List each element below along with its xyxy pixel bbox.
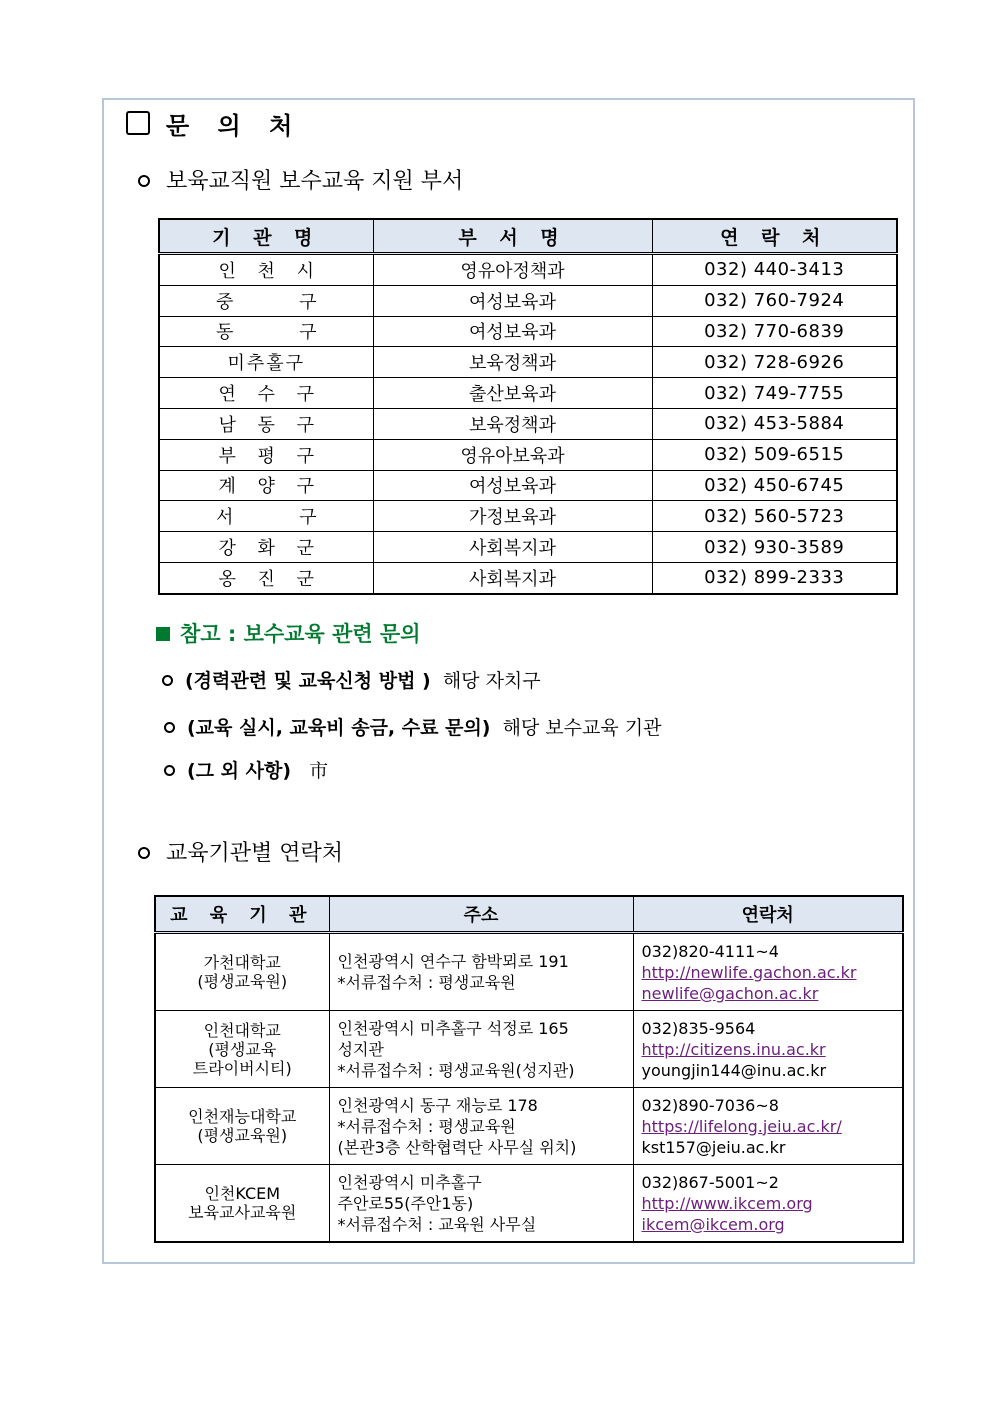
department-table-header bbox=[159, 219, 897, 254]
department-row bbox=[159, 439, 897, 470]
phone-number: 032) 560-5723 bbox=[652, 501, 897, 532]
address-line: *서류접수처 : 평생교육원(성지관) bbox=[337, 1060, 575, 1080]
phone-number: 032) 453-5884 bbox=[652, 408, 897, 439]
phone-number: 032) 930-3589 bbox=[652, 532, 897, 563]
contact-link[interactable]: https://lifelong.jeiu.ac.kr/ bbox=[641, 1116, 842, 1136]
section1-title: 보육교직원 보수교육 지원 부서 bbox=[166, 169, 464, 194]
contact-email: youngjin144@inu.ac.kr bbox=[641, 1060, 827, 1080]
institution-name bbox=[155, 1088, 329, 1165]
reference-item-topic: (그 외 사항) bbox=[187, 760, 292, 782]
institution-name bbox=[155, 1011, 329, 1088]
reference-item-contact: 해당 자치구 bbox=[442, 670, 541, 692]
hollow-circle-icon bbox=[138, 847, 150, 859]
institution-name-line: (평생교육원) bbox=[197, 972, 288, 991]
institution-name bbox=[155, 1165, 329, 1243]
org-name: 중 구 bbox=[159, 285, 373, 316]
dept-name: 사회복지과 bbox=[373, 532, 652, 563]
reference-item-contact: 市 bbox=[309, 760, 329, 782]
contact-phone: 032)835-9564 bbox=[641, 1018, 756, 1038]
address-line: (본관3층 산학협력단 사무실 위치) bbox=[337, 1137, 577, 1157]
reference-title-row bbox=[156, 618, 421, 648]
department-row bbox=[159, 316, 897, 347]
org-name: 옹 진 군 bbox=[159, 562, 373, 593]
reference-item-topic: (경력관련 및 교육신청 방법 ) bbox=[185, 670, 431, 692]
header-dept: 부 서 명 bbox=[373, 219, 652, 254]
reference-item bbox=[164, 756, 328, 783]
phone-number: 032) 899-2333 bbox=[652, 562, 897, 593]
contact-email: kst157@jeiu.ac.kr bbox=[641, 1137, 786, 1157]
department-row bbox=[159, 501, 897, 532]
department-row bbox=[159, 470, 897, 501]
institution-name-line: 트라이버시티) bbox=[192, 1058, 292, 1078]
address-line: *서류접수처 : 평생교육원 bbox=[337, 1116, 516, 1136]
org-name: 인 천 시 bbox=[159, 254, 373, 286]
hollow-circle-icon bbox=[162, 675, 173, 686]
institution-row bbox=[155, 933, 903, 1011]
reference-item bbox=[164, 713, 662, 740]
institution-name-line: 인천대학교 bbox=[203, 1020, 281, 1040]
org-name: 부 평 구 bbox=[159, 439, 373, 470]
section2-title-row bbox=[138, 836, 343, 867]
reference-item-topic: (교육 실시, 교육비 송금, 수료 문의) bbox=[187, 717, 491, 739]
department-row bbox=[159, 378, 897, 409]
phone-number: 032) 450-6745 bbox=[652, 470, 897, 501]
phone-number: 032) 440-3413 bbox=[652, 254, 897, 286]
department-row bbox=[159, 532, 897, 563]
dept-name: 보육정책과 bbox=[373, 347, 652, 378]
institution-address bbox=[329, 1088, 633, 1165]
department-row bbox=[159, 347, 897, 378]
institution-name-line: 보육교사교육원 bbox=[188, 1203, 297, 1222]
institution-row bbox=[155, 1165, 903, 1243]
reference-title: 참고 : 보수교육 관련 문의 bbox=[180, 622, 421, 646]
contact-link[interactable]: http://www.ikcem.org bbox=[641, 1193, 813, 1213]
section1-title-row bbox=[138, 164, 463, 195]
header-contact: 연락처 bbox=[633, 896, 903, 933]
address-line: 인천광역시 동구 재능로 178 bbox=[337, 1095, 538, 1115]
contact-link[interactable]: http://newlife.gachon.ac.kr bbox=[641, 962, 857, 982]
reference-item-contact: 해당 보수교육 기관 bbox=[502, 717, 662, 739]
department-table bbox=[158, 218, 898, 595]
address-line: 인천광역시 연수구 함박뫼로 191 bbox=[337, 952, 569, 971]
hollow-circle-icon bbox=[138, 175, 150, 187]
institution-name-line: (평생교육 bbox=[208, 1039, 277, 1059]
institution-contact bbox=[633, 1165, 903, 1243]
contact-link[interactable]: http://citizens.inu.ac.kr bbox=[641, 1039, 826, 1059]
hollow-circle-icon bbox=[164, 765, 175, 776]
phone-number: 032) 509-6515 bbox=[652, 439, 897, 470]
institution-contact bbox=[633, 1088, 903, 1165]
department-row bbox=[159, 254, 897, 286]
org-name: 서 구 bbox=[159, 501, 373, 532]
institution-contact bbox=[633, 933, 903, 1011]
header-institution: 교 육 기 관 bbox=[155, 896, 329, 933]
org-name: 미추홀구 bbox=[159, 347, 373, 378]
institution-row bbox=[155, 1011, 903, 1088]
phone-number: 032) 728-6926 bbox=[652, 347, 897, 378]
org-name: 동 구 bbox=[159, 316, 373, 347]
dept-name: 여성보육과 bbox=[373, 316, 652, 347]
address-line: *서류접수처 : 평생교육원 bbox=[337, 973, 516, 992]
org-name: 연 수 구 bbox=[159, 378, 373, 409]
address-line: *서류접수처 : 교육원 사무실 bbox=[337, 1214, 537, 1234]
header-org: 기 관 명 bbox=[159, 219, 373, 254]
department-row bbox=[159, 408, 897, 439]
hollow-circle-icon bbox=[164, 722, 175, 733]
checkbox-icon bbox=[126, 111, 150, 135]
contact-phone: 032)820-4111~4 bbox=[641, 941, 779, 961]
header-address: 주소 bbox=[329, 896, 633, 933]
dept-name: 여성보육과 bbox=[373, 470, 652, 501]
institution-name-line: 인천재능대학교 bbox=[188, 1107, 297, 1126]
org-name: 강 화 군 bbox=[159, 532, 373, 563]
institution-name bbox=[155, 933, 329, 1011]
dept-name: 보육정책과 bbox=[373, 408, 652, 439]
green-square-icon bbox=[156, 627, 170, 641]
address-line: 성지관 bbox=[337, 1039, 384, 1059]
department-row bbox=[159, 285, 897, 316]
address-line: 인천광역시 미추홀구 bbox=[337, 1172, 482, 1192]
institution-table-header bbox=[155, 896, 903, 933]
contact-phone: 032)867-5001~2 bbox=[641, 1172, 779, 1192]
institution-address bbox=[329, 933, 633, 1011]
dept-name: 가정보육과 bbox=[373, 501, 652, 532]
institution-contact bbox=[633, 1011, 903, 1088]
dept-name: 사회복지과 bbox=[373, 562, 652, 593]
header-phone: 연 락 처 bbox=[652, 219, 897, 254]
institution-name-line: 가천대학교 bbox=[203, 953, 281, 972]
institution-name-line: (평생교육원) bbox=[197, 1126, 288, 1145]
address-line: 인천광역시 미추홀구 석정로 165 bbox=[337, 1018, 569, 1038]
org-name: 계 양 구 bbox=[159, 470, 373, 501]
institution-row bbox=[155, 1088, 903, 1165]
dept-name: 영유아보육과 bbox=[373, 439, 652, 470]
department-row bbox=[159, 562, 897, 593]
institution-name-line: 인천KCEM bbox=[204, 1184, 281, 1203]
phone-number: 032) 770-6839 bbox=[652, 316, 897, 347]
institution-address bbox=[329, 1011, 633, 1088]
dept-name: 출산보육과 bbox=[373, 378, 652, 409]
contact-link[interactable]: newlife@gachon.ac.kr bbox=[641, 983, 819, 1003]
address-line: 주안로55(주안1동) bbox=[337, 1193, 474, 1213]
phone-number: 032) 749-7755 bbox=[652, 378, 897, 409]
page-heading: 문 의 처 bbox=[166, 112, 303, 140]
dept-name: 여성보육과 bbox=[373, 285, 652, 316]
dept-name: 영유아정책과 bbox=[373, 254, 652, 286]
institution-address bbox=[329, 1165, 633, 1243]
org-name: 남 동 구 bbox=[159, 408, 373, 439]
institution-table bbox=[154, 895, 904, 1243]
contact-link[interactable]: ikcem@ikcem.org bbox=[641, 1214, 785, 1234]
section2-title: 교육기관별 연락처 bbox=[166, 841, 344, 866]
contact-phone: 032)890-7036~8 bbox=[641, 1095, 779, 1115]
phone-number: 032) 760-7924 bbox=[652, 285, 897, 316]
reference-item bbox=[162, 666, 541, 693]
